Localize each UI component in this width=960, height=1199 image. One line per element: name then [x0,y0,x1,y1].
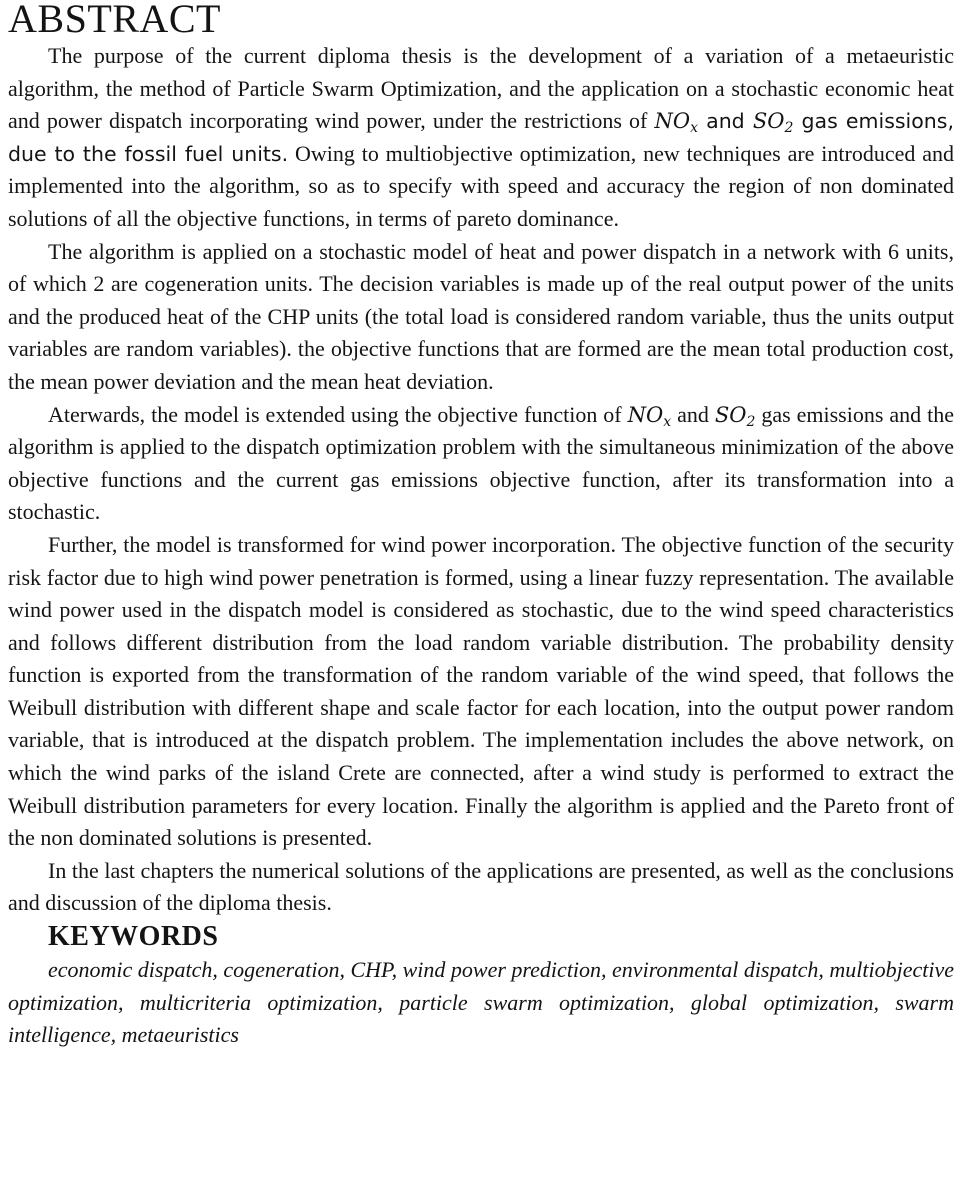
abstract-paragraph-5: In the last chapters the numerical solutions of the applications are presented, as well as the conclusions and discussion of the diploma thesis. [8,857,954,916]
abstract-paragraph-3 [8,399,954,529]
p1-text-b: gas emissions, due to the fossil fuel units. [8,109,954,166]
abstract-body [8,40,954,920]
p1-and: and [697,109,753,134]
p1-text-a: The purpose of the current diploma thesis is the development of a variation of a metaeuristic algorithm, the method of Particle Swarm Optimization, and the application on a stochastic economic heat and power dispatch incorporating wind power, under the restrictions of [8,43,954,134]
so2-formula: $SO_2$ [752,109,794,137]
abstract-paragraph-2: The algorithm is applied on a stochastic model of heat and power dispatch in a network with 6 units, of which 2 are cogeneration units. The decision variables is made up of the real output power of the units and the produced heat of the CHP units (the total load is considered random variable, thus the units output variables are random variables). the objective functions that are formed are the mean total production cost, the mean power deviation and the mean heat deviation. [8,238,954,394]
abstract-paragraph-1 [8,40,954,236]
p3-text-b: gas emissions and the algorithm is applied to the dispatch optimization problem with the simultaneous minimization of the above objective functions and the current gas emissions objective function, after its transformation into a stochastic. [8,401,954,525]
p3-and: and [671,401,715,427]
keywords-list: economic dispatch, cogeneration, CHP, wind power prediction, environmental dispatch, multiobjective optimization, multicriteria optimization, particle swarm optimization, global optimization, swarm intelligence, metaeuristics [8,957,954,1048]
abstract-paragraph-4: Further, the model is transformed for wind power incorporation. The objective function of the security risk factor due to high wind power penetration is formed, using a linear fuzzy representation. The available wind power used in the dispatch model is considered as stochastic, due to the wind speed characteristics and follows different distribution from the load random variable distribution. The probability density function is exported from the transformation of the random variable of the wind speed, that follows the Weibull distribution with different shape and scale factor for each location, into the output power random variable, that is introduced at the dispatch problem. The implementation includes the above network, on which the wind parks of the island Crete are connected, after a wind study is performed to extract the Weibull distribution parameters for every location. Finally the algorithm is applied and the Pareto front of the non dominated solutions is presented. [8,531,954,851]
p3-text-a: Aterwards, the model is extended using the objective function of [48,401,628,427]
abstract-title: ABSTRACT [8,0,221,41]
nox-formula: $NO_x$ [654,109,698,137]
keywords-heading: KEYWORDS [48,921,219,953]
p1-text-c: Owing to multiobjective optimization, new techniques are introduced and implemented into the algorithm, so as to specify with speed and accuracy the region of non dominated solutions of all the objective functions, in terms of pareto dominance. [8,140,954,231]
so2-formula: $SO_2$ [714,402,756,430]
nox-formula: $NO_x$ [627,402,672,430]
